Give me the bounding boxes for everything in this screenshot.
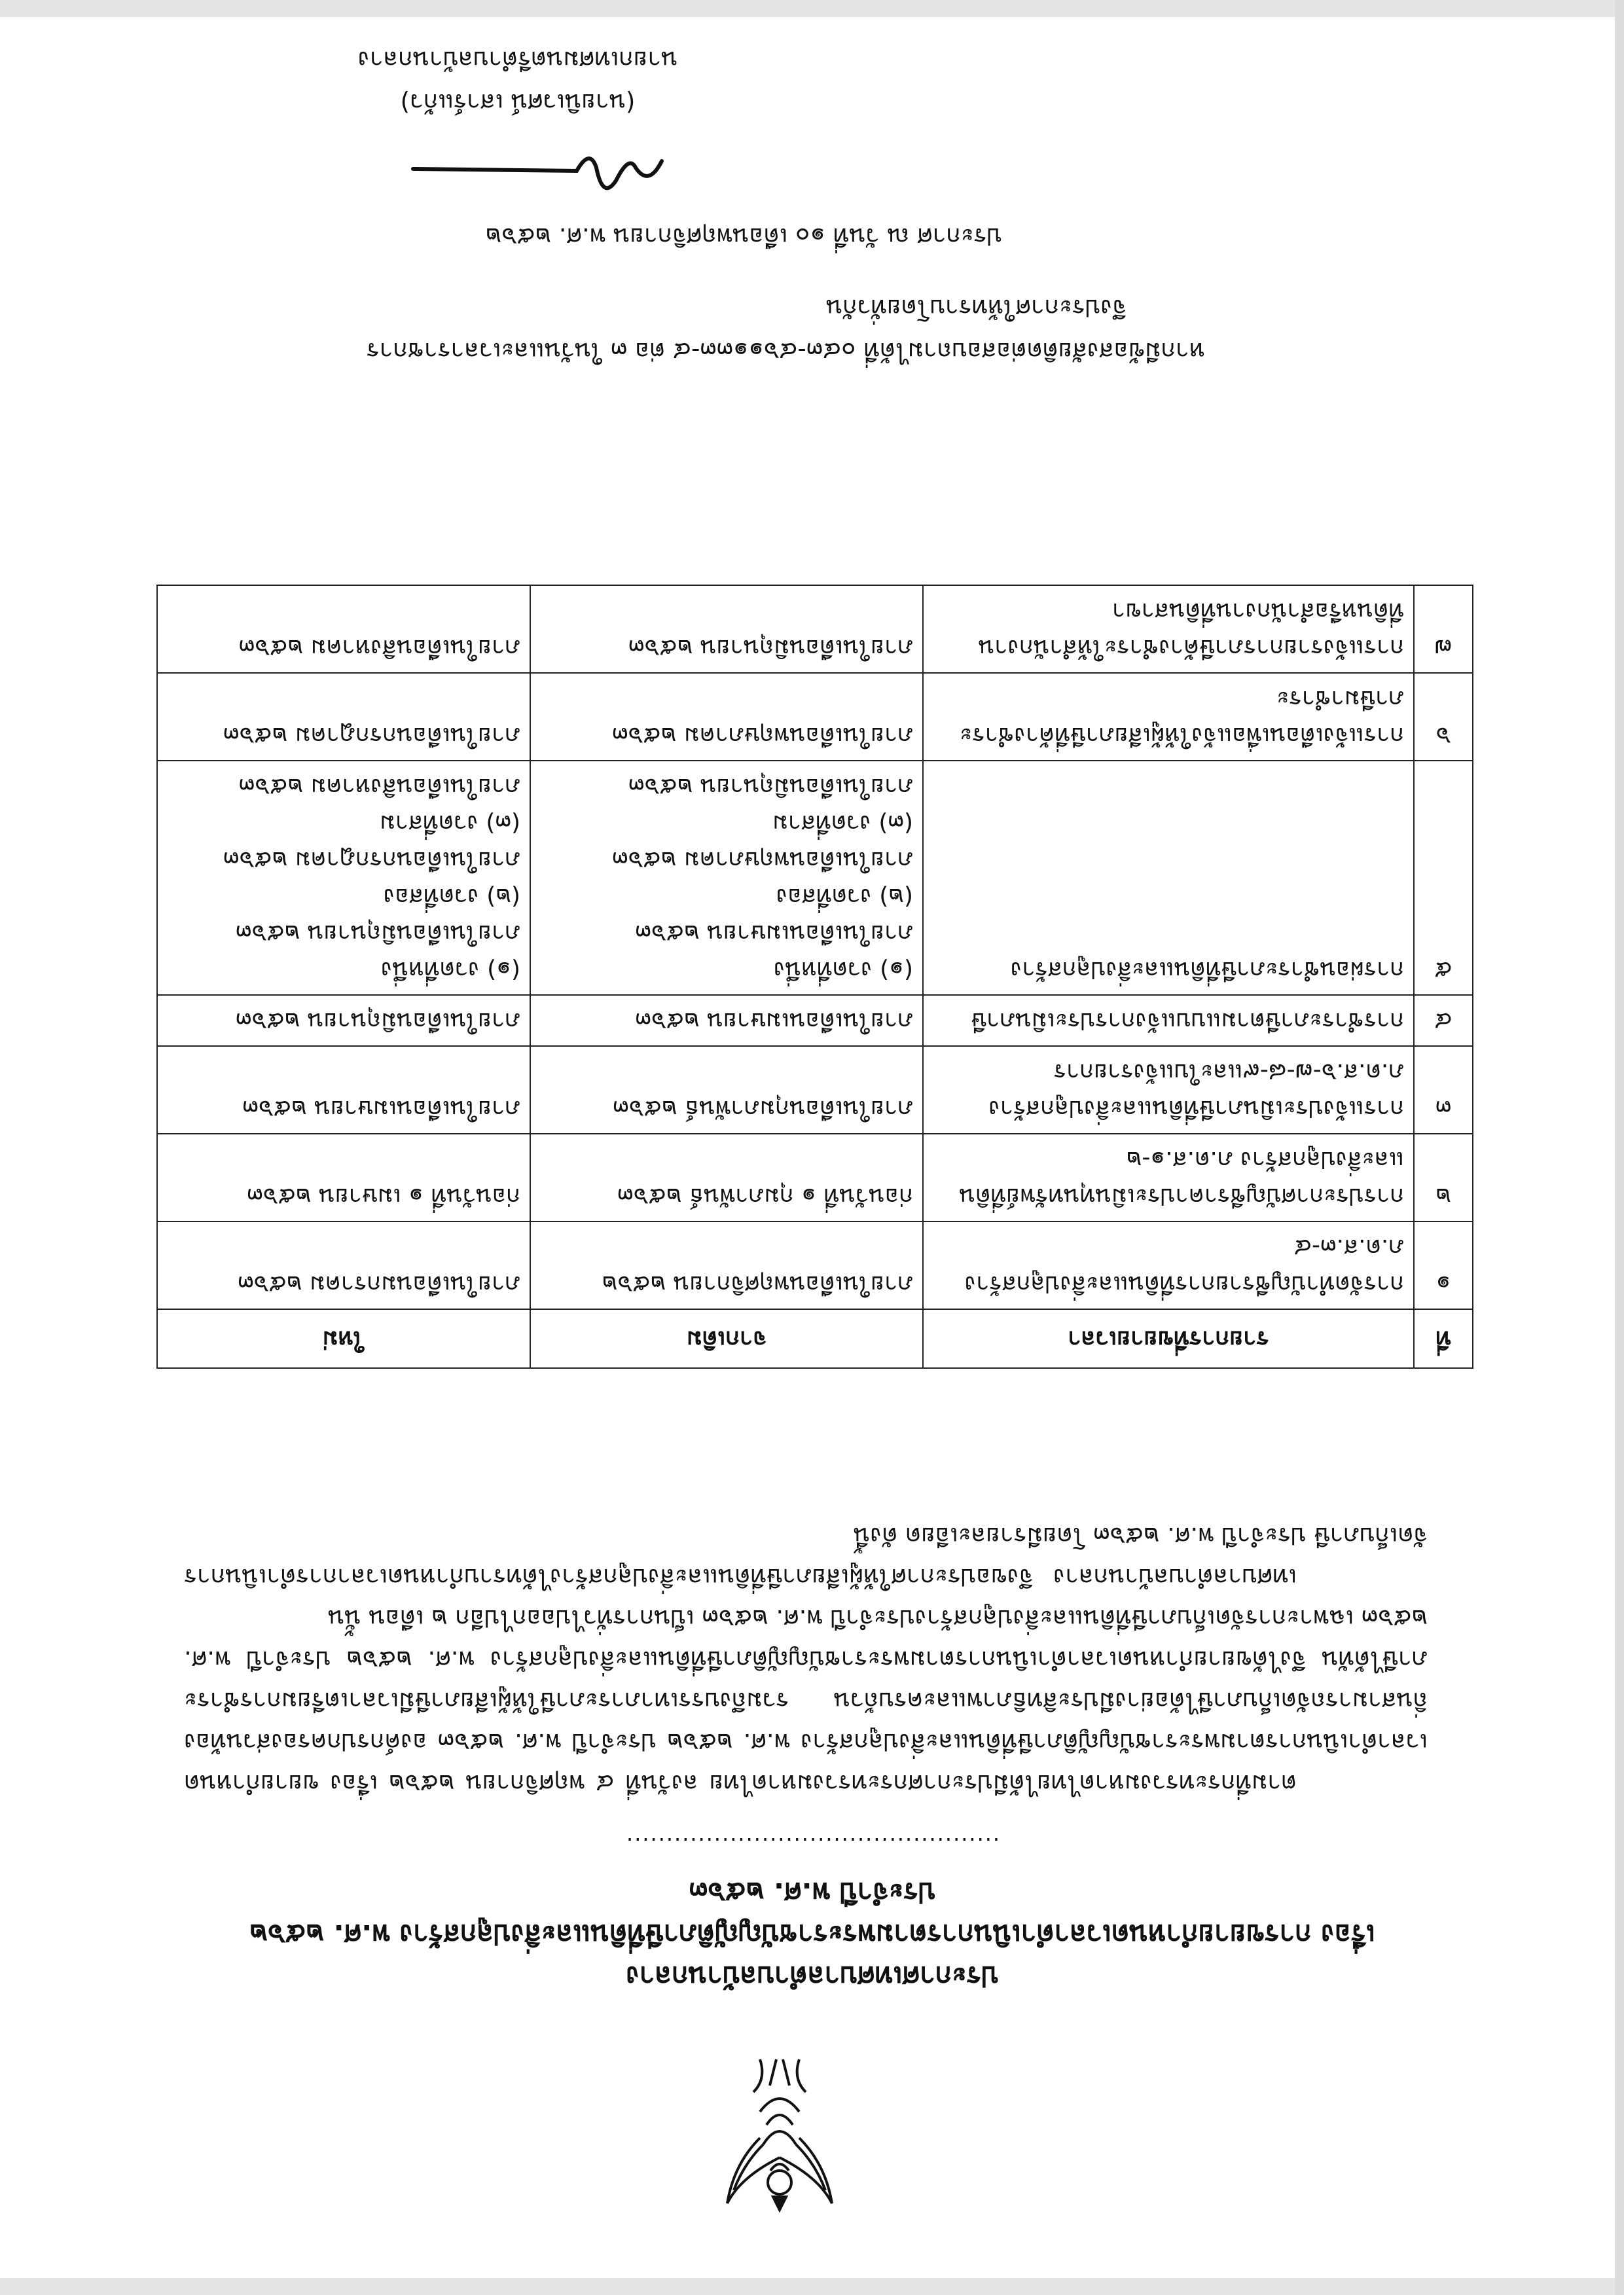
row-new-deadline xyxy=(157,1046,530,1134)
header-item: รายการที่ขยายเวลา xyxy=(923,1309,1414,1368)
scan-edge-bottom xyxy=(0,0,1624,17)
body-text xyxy=(184,1515,1428,1804)
row-new-deadline xyxy=(157,1221,530,1309)
deadline-line: ภายในเดือนมกราคม ๒๕๖๓ xyxy=(238,1271,520,1297)
row-item: การแจ้งรายการภาษีค้างชำระให้สำนักงานที่ดินหรือสำนักงานที่ดินสาขา xyxy=(923,585,1414,673)
row-old-deadline xyxy=(530,585,923,673)
deadline-line: ภายในเดือนมิถุนายน ๒๕๖๓ xyxy=(235,1007,520,1034)
row-number: ๔ xyxy=(1414,995,1473,1046)
row-number: ๕ xyxy=(1414,761,1473,995)
row-item: การประกาศบัญชีราคาประเมินทุนทรัพย์ที่ดินและสิ่งปลูกสร้าง ภ.ด.ส.๑-๒ xyxy=(923,1134,1414,1221)
table-row xyxy=(157,1046,1473,1134)
scan-edge-top xyxy=(0,2278,1624,2295)
row-old-deadline xyxy=(530,1134,923,1221)
scan-edge-left xyxy=(1615,0,1624,2295)
deadline-line: ภายในเดือนพฤศจิกายน ๒๕๖๒ xyxy=(602,1271,913,1297)
deadline-line: ภายในเดือนกุมภาพันธ์ ๒๕๖๓ xyxy=(613,1095,913,1122)
deadline-line: ภายในเดือนมิถุนายน ๒๕๖๓ xyxy=(628,773,913,800)
title-line-2: เรื่อง การขยายกำหนดเวลาดำเนินการตามพระราชบัญญัติภาษีที่ดินและสิ่งปลูกสร้าง พ.ศ. ๒๕๖๒ xyxy=(249,1919,1375,1951)
row-item: การผ่อนชำระภาษีที่ดินและสิ่งปลูกสร้าง xyxy=(923,761,1414,995)
row-new-deadline xyxy=(157,1134,530,1221)
title-line-3: ประจำปี พ.ศ. ๒๕๖๓ xyxy=(689,1877,936,1909)
row-number: ๓ xyxy=(1414,1046,1473,1134)
deadline-line: (๒) งวดที่สอง xyxy=(776,883,913,910)
row-old-deadline xyxy=(530,1221,923,1309)
header-old: จากเดิม xyxy=(530,1309,923,1368)
deadline-line: ภายในเดือนเมษายน ๒๕๖๓ xyxy=(635,1007,913,1034)
row-number: ๖ xyxy=(1414,673,1473,761)
row-new-deadline xyxy=(157,761,530,995)
deadline-line: ภายในเดือนพฤษภาคม ๒๕๖๓ xyxy=(611,846,913,873)
deadline-line: ก่อนวันที่ ๑ กุมภาพันธ์ ๒๕๖๓ xyxy=(617,1183,913,1210)
signer-title: นายกเทศมนตรีตำบลบ้านกลาง xyxy=(357,46,678,74)
contact-announcement: หากมีข้อสงสัยติดต่อสอบถามได้ที่ ๐๔๓-๔๖๑๑๓๓-๔ ต่อ ๓ ในวันและเวลาราชการ xyxy=(366,337,1205,365)
signer-name: (นายนิเวศน์ เสาร์แก้ว) xyxy=(400,88,636,117)
deadline-line: ภายในเดือนเมษายน ๒๕๖๓ xyxy=(242,1095,520,1122)
table-row xyxy=(157,761,1473,995)
row-new-deadline xyxy=(157,995,530,1046)
header-new: ใหม่ xyxy=(157,1309,530,1368)
table-row xyxy=(157,995,1473,1046)
table-row xyxy=(157,1134,1473,1221)
deadline-line: (๑) งวดที่หนึ่ง xyxy=(380,956,520,983)
document-title xyxy=(197,1871,1428,1997)
body-paragraph-2: เทศบาลตำบลบ้านกลาง จึงขอประกาศให้ผู้เสียภาษีที่ดินและสิ่งปลูกสร้างได้ทราบกำหนดเวลาการดำเนินการจัดเก็บภาษี ประจำปี พ.ศ. ๒๕๖๓ โดยมีรายละเอียด ดังนี้ xyxy=(184,1522,1428,1591)
deadline-line: (๓) งวดที่สาม xyxy=(772,810,913,837)
table-row xyxy=(157,673,1473,761)
row-item: การชำระภาษีตามแบบแจ้งการประเมินภาษี xyxy=(923,995,1414,1046)
row-number: ๗ xyxy=(1414,585,1473,673)
title-line-1: ประกาศเทศบาลตำบลบ้านกลาง xyxy=(626,1961,999,1993)
deadline-line: (๒) งวดที่สอง xyxy=(383,883,520,910)
deadline-line: ภายในเดือนเมษายน ๒๕๖๓ xyxy=(635,920,913,947)
row-old-deadline xyxy=(530,995,923,1046)
row-new-deadline xyxy=(157,585,530,673)
table-row xyxy=(157,585,1473,673)
row-old-deadline xyxy=(530,761,923,995)
deadline-line: ภายในเดือนกรกฎาคม ๒๕๖๓ xyxy=(223,846,520,873)
announcement-intro: จึงประกาศให้ทราบโดยทั่วกัน xyxy=(825,294,1127,322)
row-number: ๑ xyxy=(1414,1221,1473,1309)
row-new-deadline xyxy=(157,673,530,761)
row-item: การแจ้งประเมินภาษีที่ดินและสิ่งปลูกสร้าง ภ.ด.ส.๖-๗-๘-๙และใบแจ้งรายการ xyxy=(923,1046,1414,1134)
schedule-table xyxy=(156,585,1473,1369)
deadline-line: ภายในเดือนกรกฎาคม ๒๕๖๓ xyxy=(223,722,520,749)
row-item: การแจ้งเตือนเพื่อแจ้งให้ผู้เสียภาษีที่ค้างชำระภาษีมาชำระ xyxy=(923,673,1414,761)
announcement-date: ประกาศ ณ วันที่ ๑๐ เดือนพฤศจิกายน พ.ศ. ๒๕๖๒ xyxy=(485,223,1002,251)
deadline-line: ภายในเดือนสิงหาคม ๒๕๖๓ xyxy=(238,773,520,800)
row-old-deadline xyxy=(530,673,923,761)
table-row xyxy=(157,1221,1473,1309)
deadline-line: ภายในเดือนสิงหาคม ๒๕๖๓ xyxy=(238,634,520,661)
deadline-line: (๑) งวดที่หนึ่ง xyxy=(773,956,913,983)
deadline-line: ภายในเดือนมิถุนายน ๒๕๖๓ xyxy=(628,634,913,661)
header-no: ที่ xyxy=(1414,1309,1473,1368)
deadline-line: (๓) งวดที่สาม xyxy=(380,810,520,837)
closing-section xyxy=(341,288,1257,370)
row-item: การจัดทำบัญชีรายการที่ดินและสิ่งปลูกสร้าง ภ.ด.ส.๓-๔ xyxy=(923,1221,1414,1309)
deadline-line: ภายในเดือนพฤษภาคม ๒๕๖๓ xyxy=(611,722,913,749)
table-header-row xyxy=(157,1309,1473,1368)
garuda-emblem-icon xyxy=(714,2053,845,2216)
row-number: ๒ xyxy=(1414,1134,1473,1221)
row-old-deadline xyxy=(530,1046,923,1134)
title-separator: ............................................... xyxy=(624,1833,1000,1858)
deadline-line: ภายในเดือนมิถุนายน ๒๕๖๓ xyxy=(235,920,520,947)
deadline-line: ก่อนวันที่ ๑ เมษายน ๒๕๖๓ xyxy=(247,1183,520,1210)
signature-icon xyxy=(400,135,675,207)
body-paragraph-1: ตามที่กระทรวงมหาดไทยได้มีประกาศกระทรวงมหาดไทย ลงวันที่ ๔ พฤศจิกายน ๒๕๖๒ เรื่อง ขยายกำหนดเวลาดำเนินการตามพระราชบัญญัติภาษีที่ดินและสิ่งปลูกสร้าง พ.ศ. ๒๕๖๒ ประจำปี พ.ศ. ๒๕๖๓ องค์กรปกครองส่วนท้องถิ่นสามารถจัดเก็บภาษีได้อย่างมีประสิทธิภาพและครบถ้วน รวมถึงบรรเทาภาระภาษีให้ผู้เสียภาษีมีเวลาเตรียมการชำระภาษีได้ทัน จึงได้ขยายกำหนดเวลาดำเนินการตามพระราชบัญญัติภาษีที่ดินและสิ่งปลูกสร้าง พ.ศ. ๒๕๖๒ ประจำปี พ.ศ. ๒๕๖๓ เฉพาะการจัดเก็บภาษีที่ดินและสิ่งปลูกสร้างประจำปี พ.ศ. ๒๕๖๓ เป็นการทั่วไปออกไปอีก ๒ เดือน นั้น xyxy=(184,1604,1428,1798)
table-body xyxy=(157,585,1473,1309)
